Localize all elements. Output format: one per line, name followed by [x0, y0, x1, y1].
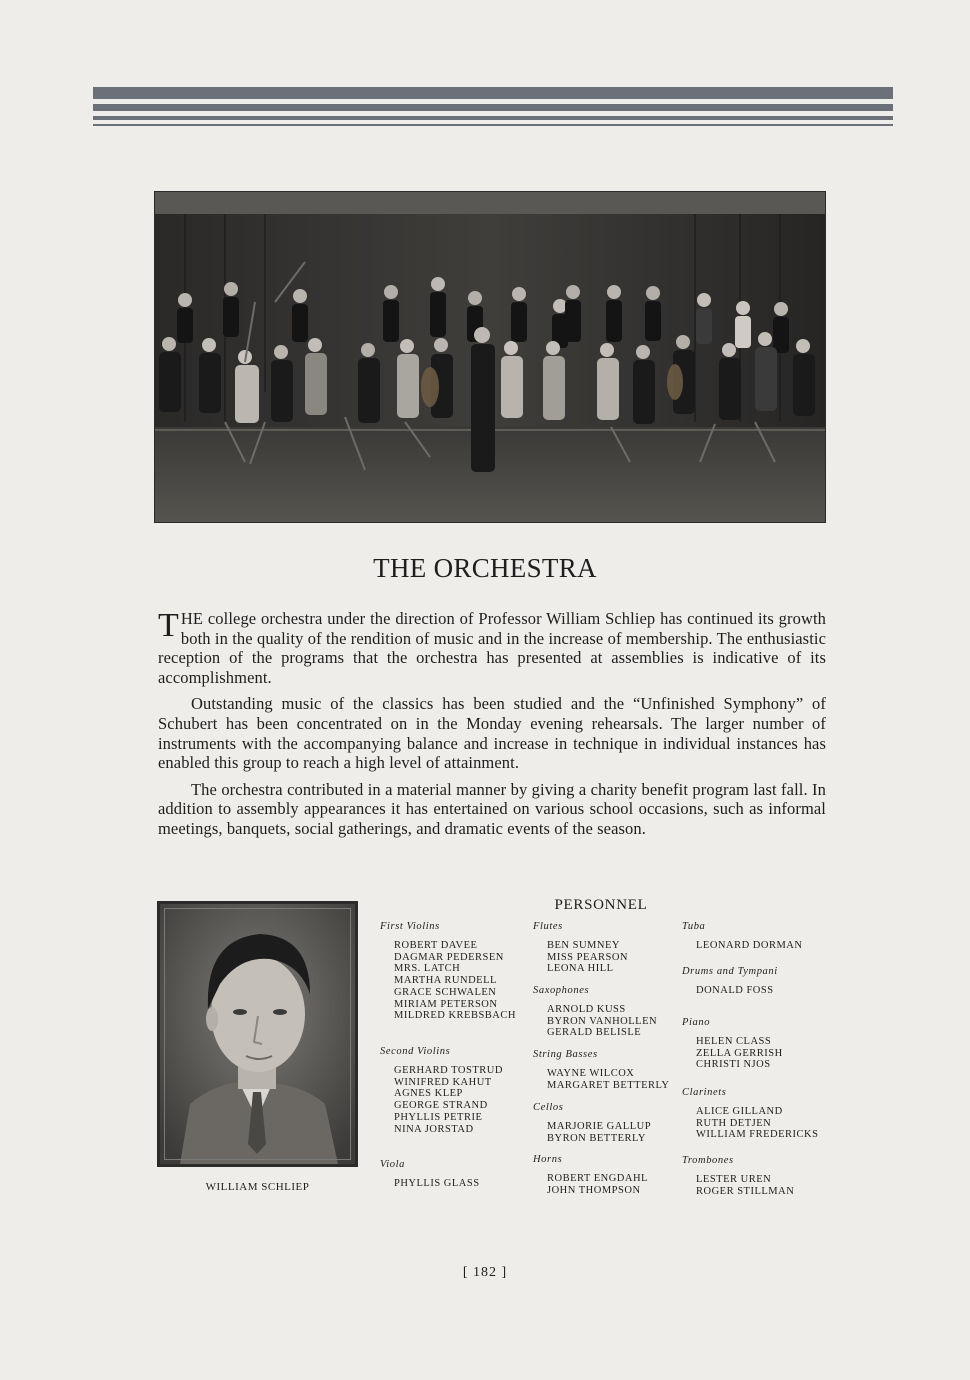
- personnel-horns: [533, 1154, 648, 1196]
- personnel-name: PHYLLIS PETRIE: [394, 1111, 483, 1123]
- paragraph-2: Outstanding music of the classics has been studied and the “Unfinished Symphony” of Schubert has been concentrated on in the Monday evening rehearsals. The larger number of instruments with the accompanying balance and increase in technique in individual instances has enabled this group to reach a high level of attainment.: [158, 694, 826, 773]
- paragraph-1: [158, 609, 826, 687]
- personnel-name: GEORGE STRAND: [394, 1100, 488, 1112]
- personnel-name: ROBERT DAVEE: [394, 940, 478, 951]
- clarinets-names: [696, 1106, 818, 1141]
- section-label: Piano: [682, 1017, 711, 1028]
- personnel-clarinets: [682, 1087, 818, 1141]
- personnel-name: ROGER STILLMAN: [696, 1185, 795, 1197]
- personnel-name: ARNOLD KUSS: [547, 1004, 626, 1015]
- personnel-name: GERALD BELISLE: [547, 1027, 642, 1039]
- section-label: First Violins: [380, 921, 440, 932]
- section-label: Horns: [533, 1154, 563, 1165]
- tuba-names: [696, 940, 802, 952]
- personnel-name: WAYNE WILCOX: [547, 1068, 635, 1079]
- section-label: Tuba: [682, 921, 706, 932]
- page-number: [ 182 ]: [462, 1265, 508, 1280]
- header-rule-band-1: [93, 87, 893, 99]
- personnel-name: MARJORIE GALLUP: [547, 1121, 652, 1132]
- section-label: Second Violins: [380, 1046, 451, 1057]
- personnel-name: GRACE SCHWALEN: [394, 986, 497, 998]
- personnel-name: JOHN THOMPSON: [547, 1184, 641, 1196]
- conductor-portrait: [157, 901, 358, 1167]
- personnel-name: WILLIAM FREDERICKS: [696, 1129, 819, 1141]
- article-body: [158, 609, 826, 846]
- personnel-viola: [380, 1159, 480, 1190]
- page-title: THE ORCHESTRA: [373, 553, 597, 583]
- portrait-caption: WILLIAM SCHLIEP: [205, 1181, 310, 1193]
- personnel-name: PHYLLIS GLASS: [394, 1178, 480, 1189]
- personnel-name: GERHARD TOSTRUD: [394, 1065, 503, 1076]
- header-rule-band-3: [93, 116, 893, 120]
- personnel-tuba: [682, 921, 802, 952]
- personnel-name: MIRIAM PETERSON: [394, 998, 498, 1010]
- personnel-name: BYRON BETTERLY: [547, 1132, 646, 1144]
- piano-names: [696, 1036, 783, 1071]
- personnel-name: DONALD FOSS: [696, 985, 774, 996]
- personnel-flutes: [533, 921, 628, 975]
- personnel-saxophones: [533, 985, 657, 1039]
- personnel-name: ZELLA GERRISH: [696, 1047, 783, 1059]
- conductor-portrait-drawing: [160, 904, 355, 1164]
- section-label: Flutes: [533, 921, 563, 932]
- section-label: Drums and Tympani: [682, 966, 778, 977]
- section-label: Saxophones: [533, 985, 590, 996]
- orchestra-photo-drawing: [155, 192, 825, 522]
- personnel-name: CHRISTI NJOS: [696, 1059, 771, 1071]
- personnel-name: LEONARD DORMAN: [696, 940, 803, 951]
- section-label: Trombones: [682, 1155, 734, 1166]
- paragraph-3: The orchestra contributed in a material manner by giving a charity benefit program last fall. In addition to assembly appearances it has entertained on various school occasions, such as informal meetings, banquets, social gatherings, and dramatic events of the season.: [158, 779, 826, 838]
- personnel-name: ROBERT ENGDAHL: [547, 1173, 648, 1184]
- personnel-trombones: [682, 1155, 794, 1197]
- horns-names: [547, 1173, 648, 1196]
- second-violins-names: [394, 1065, 503, 1135]
- personnel-name: MRS. LATCH: [394, 963, 461, 975]
- personnel-name: LESTER UREN: [696, 1174, 772, 1185]
- drums-names: [696, 985, 778, 997]
- personnel-name: MARGARET BETTERLY: [547, 1079, 670, 1091]
- personnel-name: RUTH DETJEN: [696, 1117, 772, 1129]
- personnel-drums: [682, 966, 778, 997]
- flutes-names: [547, 940, 628, 975]
- trombones-names: [696, 1174, 794, 1197]
- personnel-name: MARTHA RUNDELL: [394, 975, 497, 987]
- orchestra-group-photo: [154, 191, 826, 523]
- personnel-name: WINIFRED KAHUT: [394, 1076, 492, 1088]
- personnel-name: MISS PEARSON: [547, 951, 628, 963]
- personnel-name: DAGMAR PEDERSEN: [394, 951, 504, 963]
- personnel-string-basses: [533, 1049, 669, 1091]
- first-violins-names: [394, 940, 516, 1022]
- personnel-heading: PERSONNEL: [554, 897, 648, 913]
- personnel-name: ALICE GILLAND: [696, 1106, 783, 1117]
- section-label: Viola: [380, 1159, 405, 1170]
- section-label: String Basses: [533, 1049, 598, 1060]
- header-rule-band-4: [93, 124, 893, 126]
- section-label: Cellos: [533, 1102, 564, 1113]
- personnel-name: NINA JORSTAD: [394, 1123, 474, 1135]
- personnel-name: LEONA HILL: [547, 963, 614, 975]
- string-basses-names: [547, 1068, 669, 1091]
- drop-cap: T: [158, 607, 179, 644]
- paragraph-1-text: HE college orchestra under the direction of Professor William Schliep has continued its growth both in the quality of the rendition of music and in the increase of membership. The enthusiastic reception of the programs that the orchestra has presented at assemblies is indicative of its accomplishment.: [158, 609, 826, 687]
- personnel-first-violins: [380, 921, 516, 1022]
- personnel-name: MILDRED KREBSBACH: [394, 1010, 516, 1022]
- personnel-name: AGNES KLEP: [394, 1088, 463, 1100]
- saxophones-names: [547, 1004, 657, 1039]
- personnel-cellos: [533, 1102, 651, 1144]
- personnel-piano: [682, 1017, 783, 1071]
- header-rule-band-2: [93, 104, 893, 111]
- personnel-second-violins: [380, 1046, 503, 1135]
- personnel-name: BEN SUMNEY: [547, 940, 620, 951]
- cellos-names: [547, 1121, 651, 1144]
- section-label: Clarinets: [682, 1087, 727, 1098]
- viola-names: [394, 1178, 480, 1190]
- personnel-name: HELEN CLASS: [696, 1036, 772, 1047]
- personnel-name: BYRON VANHOLLEN: [547, 1015, 658, 1027]
